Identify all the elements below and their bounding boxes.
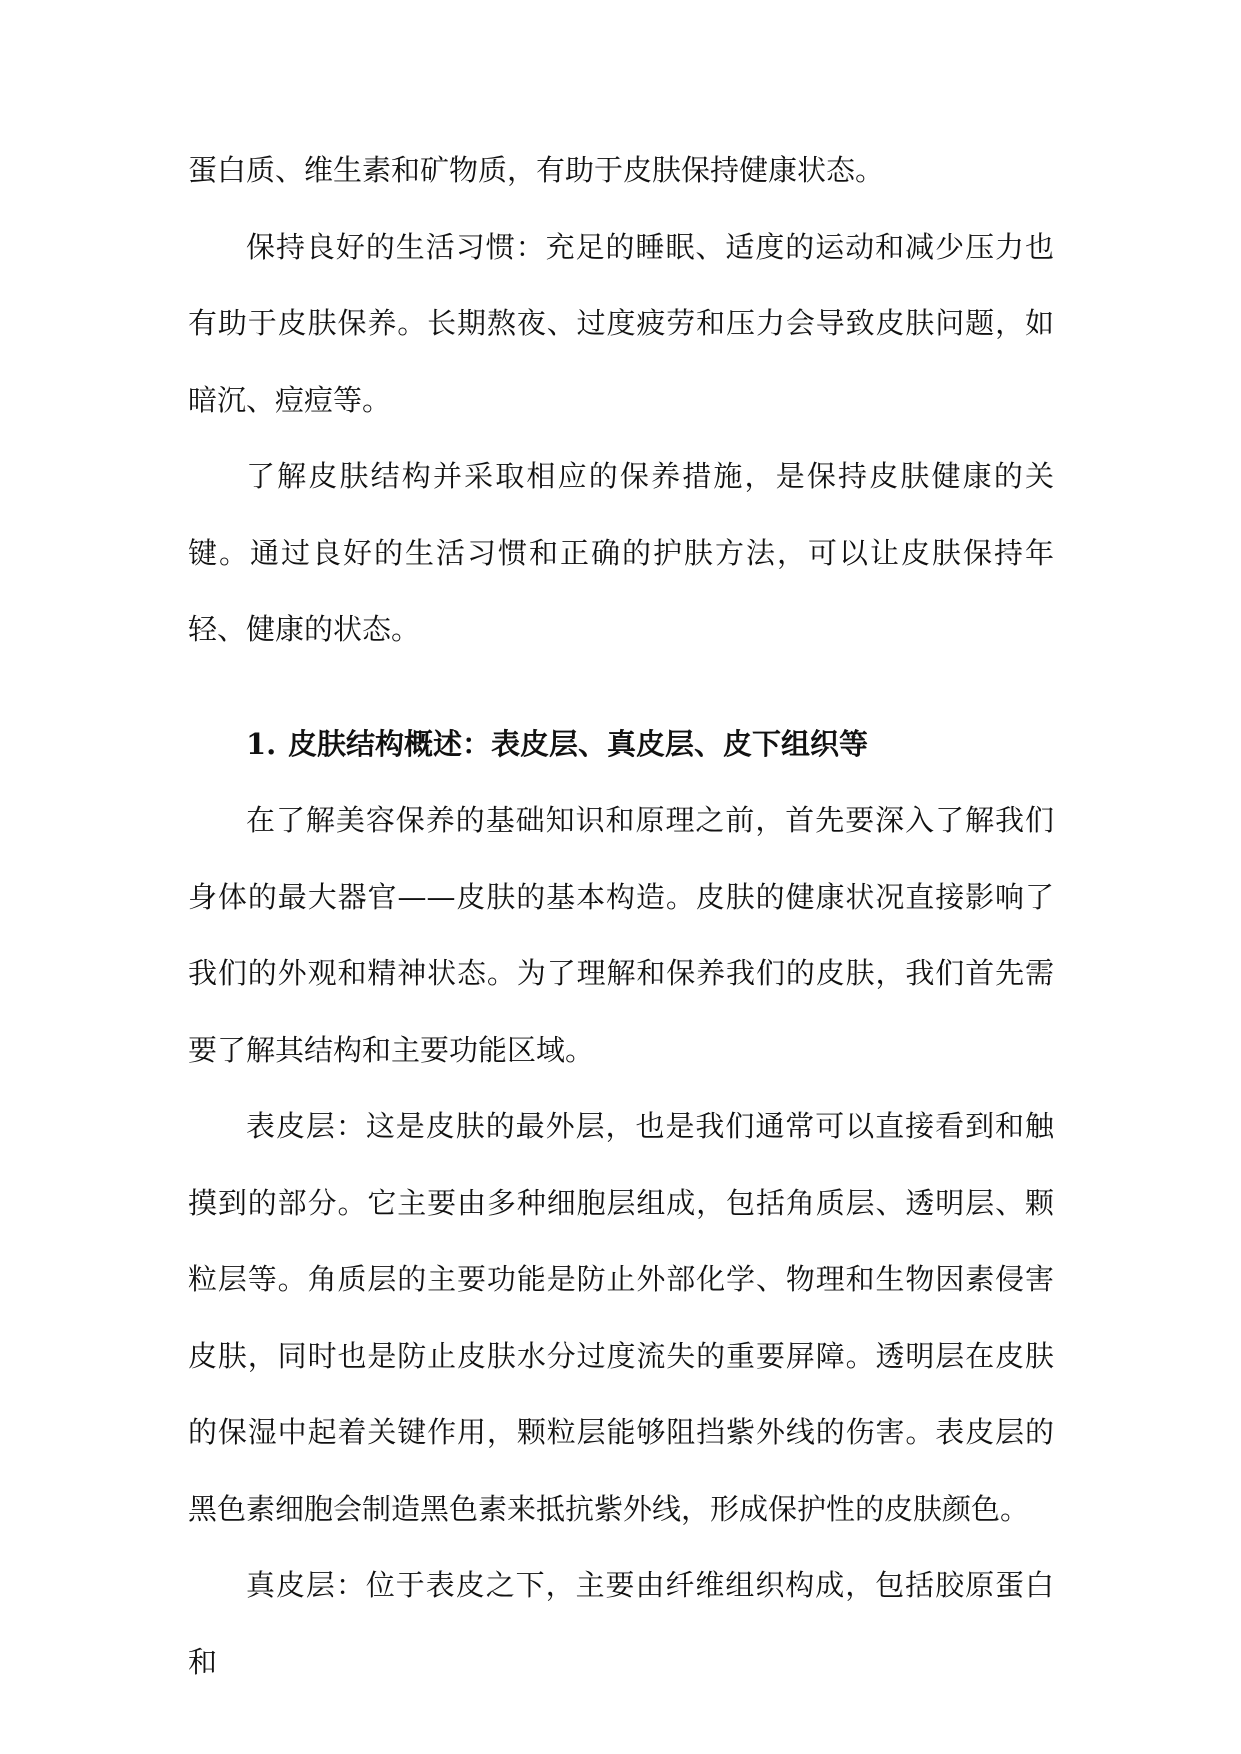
section-number: 1. <box>246 726 277 761</box>
document-body <box>188 132 1054 1700</box>
paragraph-dermis: 真皮层：位于表皮之下，主要由纤维组织构成，包括胶原蛋白和 <box>188 1568 1054 1679</box>
paragraph-skin-introduction: 在了解美容保养的基础知识和原理之前，首先要深入了解我们身体的最大器官——皮肤的基本构造。皮肤的健康状况直接影响了我们的外观和精神状态。为了理解和保养我们的皮肤，我们首先需要了解其结构和主要功能区域。 <box>188 803 1054 1067</box>
paragraph-summary: 了解皮肤结构并采取相应的保养措施，是保持皮肤健康的关键。通过良好的生活习惯和正确的护肤方法，可以让皮肤保持年轻、健康的状态。 <box>188 459 1054 646</box>
paragraph-continuation: 蛋白质、维生素和矿物质，有助于皮肤保持健康状态。 <box>188 153 885 187</box>
paragraph-epidermis: 表皮层：这是皮肤的最外层，也是我们通常可以直接看到和触摸到的部分。它主要由多种细胞层组成，包括角质层、透明层、颗粒层等。角质层的主要功能是防止外部化学、物理和生物因素侵害皮肤，同时也是防止皮肤水分过度流失的重要屏障。透明层在皮肤的保湿中起着关键作用，颗粒层能够阻挡紫外线的伤害。表皮层的黑色素细胞会制造黑色素来抵抗紫外线，形成保护性的皮肤颜色。 <box>188 1109 1054 1526</box>
section-title: 皮肤结构概述：表皮层、真皮层、皮下组织等 <box>288 726 869 761</box>
paragraph-lifestyle-habits: 保持良好的生活习惯：充足的睡眠、适度的运动和减少压力也有助于皮肤保养。长期熬夜、过度疲劳和压力会导致皮肤问题，如暗沉、痘痘等。 <box>188 229 1054 417</box>
section-heading <box>188 706 1054 783</box>
